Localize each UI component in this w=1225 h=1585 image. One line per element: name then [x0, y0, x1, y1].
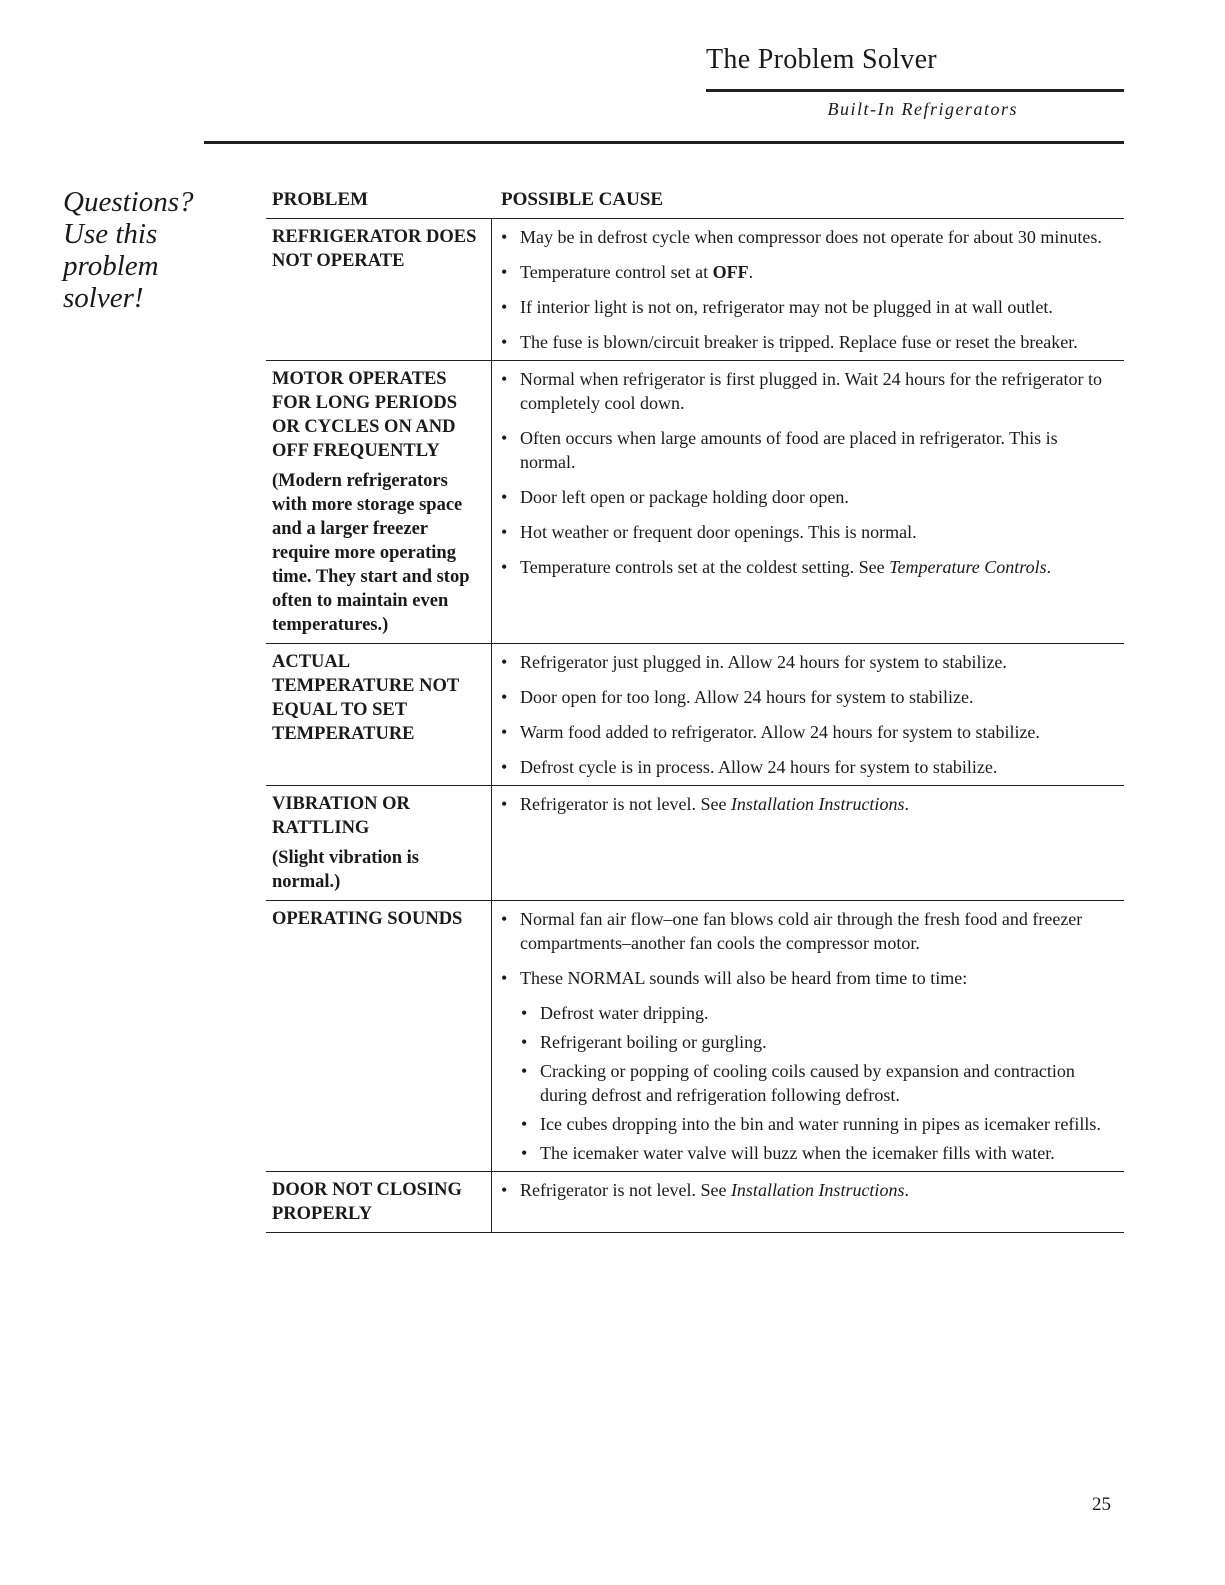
header-divider [706, 89, 1124, 92]
causes-cell [492, 644, 1124, 785]
column-header-cause: POSSIBLE CAUSE [501, 189, 664, 210]
problem-cell [266, 644, 492, 785]
cause-text: The icemaker water valve will buzz when the icemaker fills with water. [540, 1143, 1055, 1163]
cause-text: If interior light is not on, refrigerator may not be plugged in at wall outlet. [520, 297, 1053, 317]
cause-text-end: . [1046, 557, 1052, 577]
cause-item [500, 1178, 1116, 1202]
cause-text: Door left open or package holding door open. [520, 487, 849, 507]
cause-text: Temperature controls set at the coldest setting. See [520, 557, 890, 577]
sub-cause-item [520, 1112, 1116, 1136]
problem-title: MOTOR OPERATES FOR LONG PERIODS OR CYCLES ON AND OFF FREQUENTLY [272, 369, 458, 461]
sub-cause-item [520, 1001, 1116, 1025]
table-row [266, 786, 1124, 901]
problem-title: ACTUAL TEMPERATURE NOT EQUAL TO SET TEMPERATURE [272, 652, 459, 744]
cause-item [500, 426, 1116, 474]
problem-cell [266, 219, 492, 360]
cause-item [500, 650, 1116, 674]
cause-text: Refrigerator is not level. See [520, 794, 731, 814]
cause-item [500, 685, 1116, 709]
sidebar-callout [63, 186, 194, 314]
problem-cell [266, 901, 492, 1171]
cause-item [500, 330, 1116, 354]
cause-item [500, 295, 1116, 319]
cause-text: Normal fan air flow–one fan blows cold air through the fresh food and freezer compartments–another fan cools the compressor motor. [520, 909, 1083, 953]
cause-reference: Installation Instructions [730, 1180, 905, 1200]
cause-text: Temperature control set at [520, 262, 713, 282]
page-number: 25 [1092, 1494, 1111, 1515]
sidebar-line: solver! [63, 282, 144, 314]
causes-cell [492, 786, 1124, 900]
cause-text: Defrost cycle is in process. Allow 24 hours for system to stabilize. [520, 757, 998, 777]
cause-item [500, 225, 1116, 249]
sub-cause-item [520, 1059, 1116, 1107]
cause-item [500, 367, 1116, 415]
causes-cell [492, 1172, 1124, 1232]
causes-cell [492, 901, 1124, 1171]
cause-text: Door open for too long. Allow 24 hours for system to stabilize. [520, 687, 974, 707]
table-row [266, 644, 1124, 786]
cause-item [500, 260, 1116, 284]
problem-solver-table [266, 186, 1124, 1233]
problem-cell [266, 1172, 492, 1232]
sidebar-line: Use this [63, 218, 158, 250]
cause-text: Warm food added to refrigerator. Allow 24 hours for system to stabilize. [520, 722, 1040, 742]
table-row [266, 901, 1124, 1172]
table-row [266, 361, 1124, 644]
problem-title: REFRIGERATOR DOES NOT OPERATE [272, 227, 477, 271]
table-row [266, 1172, 1124, 1233]
cause-item [500, 720, 1116, 744]
problem-title: VIBRATION OR RATTLING [272, 794, 410, 838]
cause-text: Normal when refrigerator is first plugged in. Wait 24 hours for the refrigerator to completely cool down. [520, 369, 1103, 413]
cause-text: Refrigerator is not level. See [520, 1180, 731, 1200]
cause-text-end: . [904, 1180, 909, 1200]
cause-item [500, 520, 1116, 544]
page-header-subtitle: Built-In Refrigerators [827, 99, 1018, 119]
problem-title: DOOR NOT CLOSING PROPERLY [272, 1180, 462, 1224]
cause-text-end: . [904, 794, 909, 814]
cause-text: Refrigerant boiling or gurgling. [540, 1032, 767, 1052]
table-body [266, 219, 1124, 1233]
sidebar-line: problem [63, 250, 159, 282]
cause-text: Cracking or popping of cooling coils caused by expansion and contraction during defrost and refrigeration following defrost. [540, 1061, 1075, 1105]
column-header-problem: PROBLEM [272, 189, 369, 210]
cause-reference: Installation Instructions [730, 794, 905, 814]
table-row [266, 219, 1124, 361]
sub-cause-item [520, 1030, 1116, 1054]
cause-text: These NORMAL sounds will also be heard from time to time: [520, 968, 968, 988]
problem-note: (Slight vibration is normal.) [272, 848, 419, 892]
problem-note: (Modern refrigerators with more storage space and a larger freezer require more operating time. They start and stop often to maintain even temperatures.) [272, 471, 470, 635]
problem-cell [266, 786, 492, 900]
page-header-title: The Problem Solver [706, 44, 937, 75]
cause-emphasis: OFF [712, 262, 749, 282]
cause-item [500, 555, 1116, 579]
cause-item [500, 966, 1116, 990]
header-rule [204, 141, 1124, 144]
cause-item [500, 907, 1116, 955]
cause-text: Often occurs when large amounts of food are placed in refrigerator. This is normal. [520, 428, 1058, 472]
sidebar-line: Questions? [63, 186, 194, 218]
cause-text: Defrost water dripping. [540, 1003, 709, 1023]
cause-item [500, 792, 1116, 816]
cause-text: Ice cubes dropping into the bin and water running in pipes as icemaker refills. [540, 1114, 1101, 1134]
cause-reference: Temperature Controls [889, 557, 1047, 577]
sub-cause-item [520, 1141, 1116, 1165]
causes-cell [492, 219, 1124, 360]
cause-text-end: . [748, 262, 754, 282]
cause-item [500, 755, 1116, 779]
cause-text: May be in defrost cycle when compressor does not operate for about 30 minutes. [520, 227, 1102, 247]
table-header [266, 186, 1124, 219]
cause-text: Refrigerator just plugged in. Allow 24 hours for system to stabilize. [520, 652, 1007, 672]
problem-title: OPERATING SOUNDS [272, 909, 463, 929]
causes-cell [492, 361, 1124, 643]
cause-text: The fuse is blown/circuit breaker is tripped. Replace fuse or reset the breaker. [520, 332, 1078, 352]
problem-cell [266, 361, 492, 643]
cause-item [500, 485, 1116, 509]
cause-text: Hot weather or frequent door openings. This is normal. [520, 522, 917, 542]
